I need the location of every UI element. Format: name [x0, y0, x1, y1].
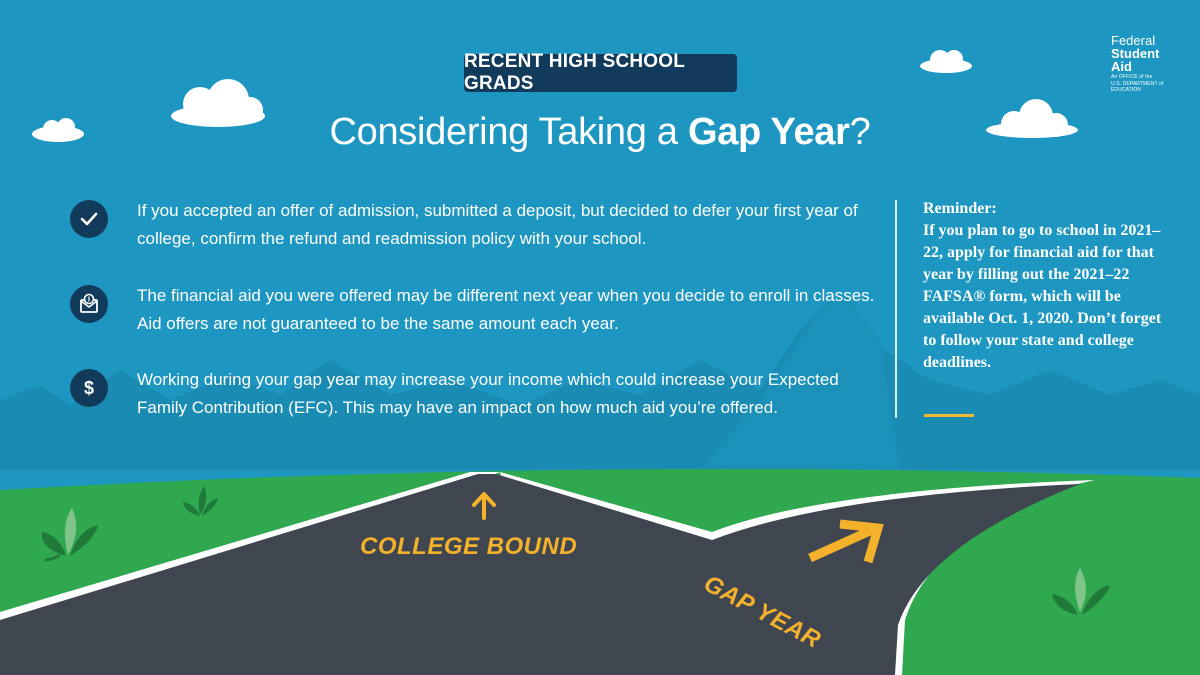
logo-line3: Aid: [1111, 59, 1132, 74]
checkmark-icon: [70, 200, 108, 238]
title-post: ?: [849, 111, 871, 153]
reminder-heading: Reminder:: [923, 200, 997, 217]
federal-student-aid-logo[interactable]: [1111, 34, 1181, 93]
logo-sub1: An OFFICE of the: [1111, 74, 1153, 80]
title-pre: Considering Taking a: [329, 111, 688, 153]
envelope-money-icon: [70, 285, 108, 323]
bullet-text: The financial aid you were offered may be different next year when you decide to enroll in classes. Aid offers are not guaranteed to be the same amount each year.: [137, 286, 875, 333]
page-title: [0, 108, 1200, 156]
logo-sub2: U.S. DEPARTMENT of EDUCATION: [1111, 81, 1164, 93]
title-emphasis: Gap Year: [687, 111, 850, 153]
svg-text:$: $: [83, 378, 95, 398]
divider: [895, 200, 897, 418]
reminder-body: If you plan to go to school in 2021–22, apply for financial aid for that year by filling out the 2021–22 FAFSA® form, which will be available Oct. 1, 2020. Don’t forget to follow your state and college deadlines.: [923, 222, 1162, 371]
logo-line2: Student: [1111, 46, 1160, 61]
dollar-icon: [70, 369, 108, 407]
cloud-3: [920, 50, 972, 73]
logo-line1: Federal: [1111, 33, 1156, 48]
bullet-text: If you accepted an offer of admission, submitted a deposit, but decided to defer your first year of college, confirm the refund and readmission policy with your school.: [137, 201, 858, 248]
audience-badge: RECENT HIGH SCHOOL GRADS: [464, 54, 737, 92]
reminder-underline: [924, 414, 974, 417]
gap-year-label: GAP YEAR: [699, 570, 826, 654]
reminder-box: [923, 198, 1173, 374]
bullet-text: Working during your gap year may increase your income which could increase your Expected Family Contribution (EFC). This may have an impact on how much aid you’re offered.: [137, 370, 839, 417]
college-bound-label: COLLEGE BOUND: [360, 533, 578, 560]
